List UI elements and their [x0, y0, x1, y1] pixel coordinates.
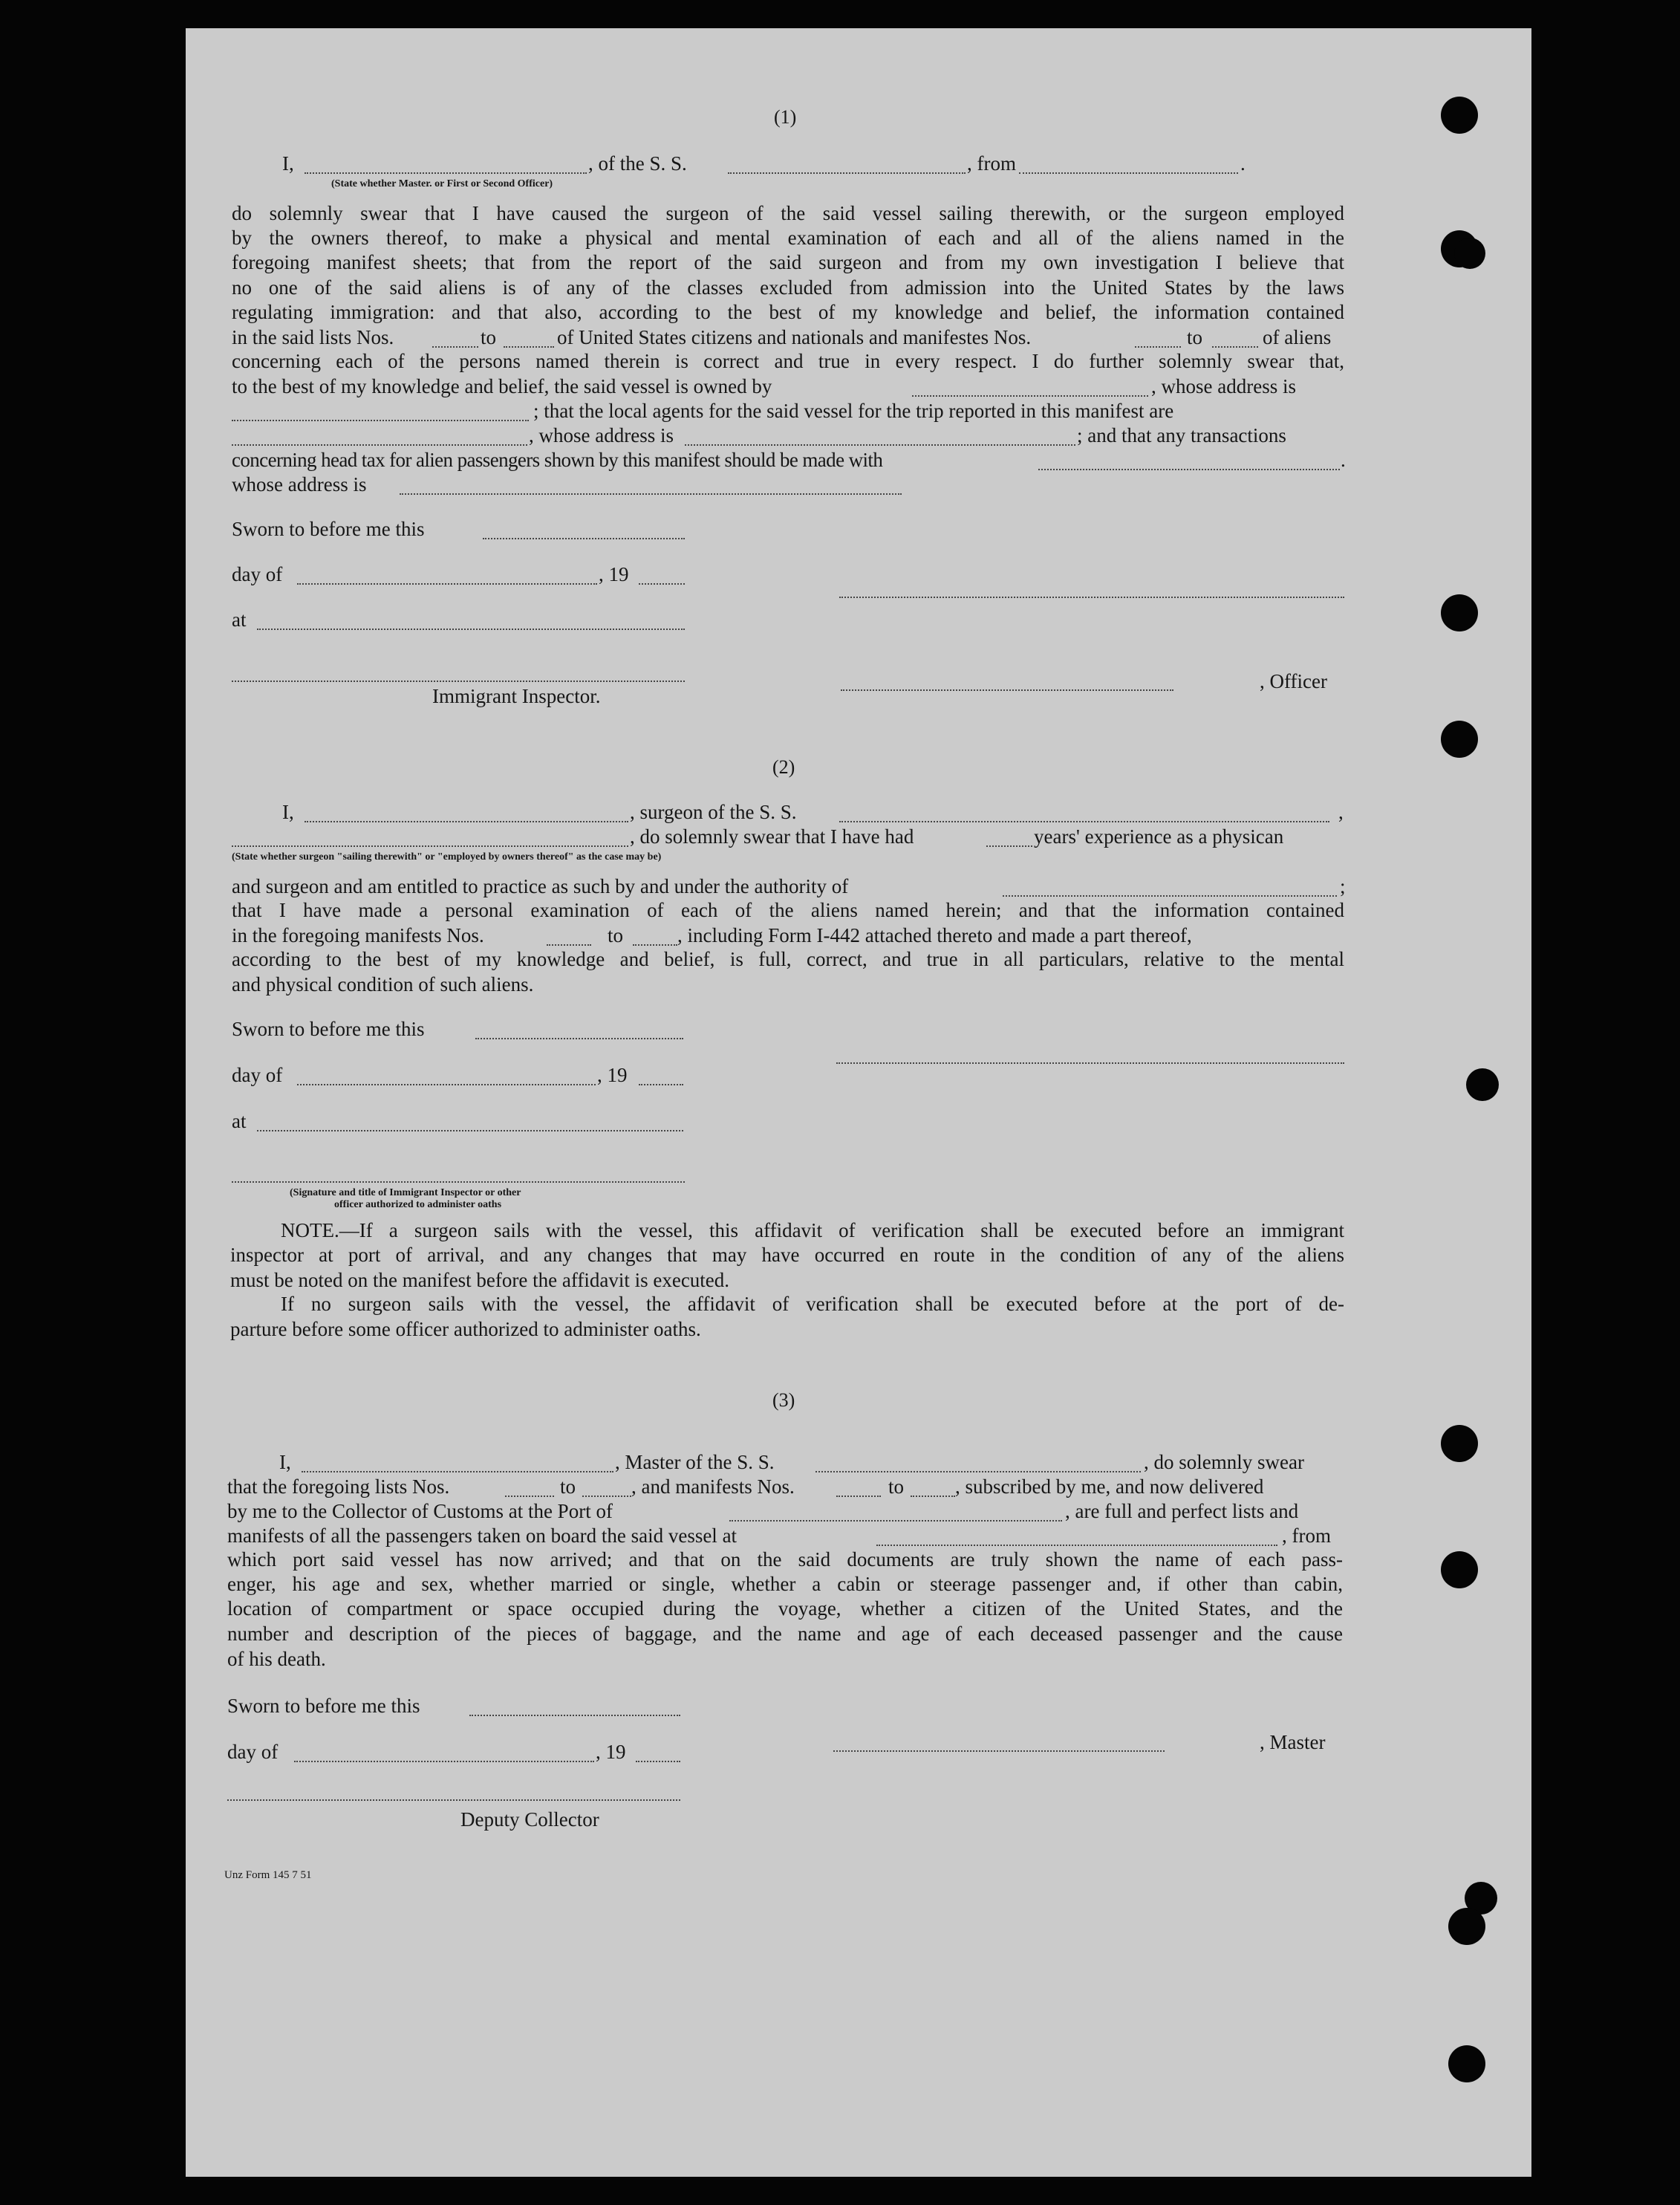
list-from-line — [505, 1496, 554, 1497]
text: must be noted on the manifest before the affidavit is executed. — [230, 1269, 730, 1291]
note-paragraph — [230, 1218, 1344, 1267]
from-line — [1019, 172, 1238, 174]
punch-hole — [1441, 1551, 1478, 1588]
sworn-date-line — [483, 538, 685, 539]
manifest-from-line — [547, 944, 591, 946]
text: , do solemnly swear — [1144, 1451, 1304, 1473]
manifest-to-line — [1212, 346, 1258, 348]
text: to — [1187, 326, 1203, 348]
text: in the foregoing manifests Nos. — [232, 924, 484, 946]
text-line: regulating immigration: and that also, according to the best of my knowledge and belief, the information contained — [232, 300, 1344, 323]
day-of-line — [294, 1761, 594, 1762]
at-line — [257, 1130, 683, 1131]
sworn-date-line — [469, 1715, 680, 1716]
head-tax-line — [1038, 469, 1340, 470]
year-line — [639, 1084, 683, 1085]
text: Deputy Collector — [460, 1808, 599, 1831]
text: to — [888, 1475, 905, 1498]
manifest-to-line — [911, 1496, 955, 1497]
text: to — [608, 924, 624, 946]
text: Immigrant Inspector. — [432, 685, 601, 707]
agents-address-line — [685, 444, 1075, 446]
agents-line — [232, 444, 527, 446]
form-page — [186, 28, 1531, 2177]
year-line — [636, 1761, 680, 1762]
text: by me to the Collector of Customs at the Port of — [227, 1500, 613, 1522]
manifest-to-line — [633, 944, 677, 946]
surgeon-name-line — [305, 821, 628, 822]
text-line: number and description of the pieces of baggage, and the name and age of each deceased passenger and the cause — [227, 1622, 1343, 1645]
owner-line — [912, 395, 1148, 397]
text: , Master — [1260, 1731, 1326, 1753]
text: and surgeon and am entitled to practice as such by and under the authority of — [232, 875, 849, 897]
text: Sworn to before me this — [232, 518, 425, 540]
manifest-from-line — [1135, 346, 1181, 348]
text: , of the S. S. — [588, 152, 687, 175]
text-line: which port said vessel has now arrived; and that on the said documents are truly shown the name of each pass- — [227, 1548, 1343, 1571]
punch-hole — [1441, 97, 1478, 134]
list-to-line — [582, 1496, 631, 1497]
text: to — [481, 326, 497, 348]
text: whose address is — [232, 473, 367, 496]
text: of aliens — [1263, 326, 1332, 348]
text: to — [560, 1475, 576, 1498]
text-line: do solemnly swear that I have caused the surgeon of the said vessel sailing therewith, or the surgeon employed — [232, 202, 1344, 224]
text: , from — [967, 152, 1016, 175]
punch-hole — [1441, 1425, 1478, 1462]
master-signature-line — [833, 1750, 1165, 1752]
text: , 19 — [599, 563, 629, 585]
caption: (State whether surgeon "sailing therewith" or "employed by owners thereof" as the case may be) — [232, 851, 662, 863]
caption: (Signature and title of Immigrant Inspector or other — [290, 1187, 521, 1198]
text: , surgeon of the S. S. — [630, 801, 797, 823]
punch-hole — [1466, 1068, 1499, 1101]
text: day of — [227, 1741, 279, 1763]
inspector-signature-line — [232, 681, 685, 682]
caption: (State whether Master. or First or Second Officer) — [331, 178, 553, 189]
surgeon-type-line — [232, 845, 628, 847]
text: , Master of the S. S. — [615, 1451, 775, 1473]
text: , are full and perfect lists and — [1065, 1500, 1299, 1522]
text: . — [1240, 152, 1246, 175]
master-name-line — [302, 1471, 613, 1472]
text: , and manifests Nos. — [631, 1475, 795, 1498]
inspector-signature-line — [232, 1181, 685, 1183]
text: that the foregoing lists Nos. — [227, 1475, 450, 1498]
punch-hole — [1441, 721, 1478, 758]
note-paragraph — [230, 1292, 1344, 1316]
text: , 19 — [596, 1741, 626, 1763]
punch-hole — [1448, 2045, 1485, 2082]
day-of-line — [297, 583, 597, 585]
day-of-line — [297, 1084, 596, 1085]
oath-paragraph — [227, 1548, 1343, 1646]
port-line — [729, 1520, 1062, 1522]
text: day of — [232, 1064, 283, 1086]
text: parture before some officer authorized to administer oaths. — [230, 1318, 701, 1340]
text: ; and that any transactions — [1077, 424, 1286, 446]
text: of United States citizens and nationals and manifestes Nos. — [557, 326, 1032, 348]
text: in the said lists Nos. — [232, 326, 394, 348]
text: ; — [1340, 875, 1346, 897]
punch-hole — [1441, 594, 1478, 631]
oath-paragraph — [232, 349, 1344, 374]
section-number: (1) — [774, 106, 797, 128]
text: , Officer — [1260, 670, 1327, 692]
text-line: no one of the said aliens is of any of the classes excluded from admission into the United States by the laws — [232, 276, 1344, 299]
text: , whose address is — [529, 424, 674, 446]
text: to the best of my knowledge and belief, the said vessel is owned by — [232, 375, 772, 397]
text-line: that I have made a personal examination of each of the aliens named herein; and that the information contained — [232, 899, 1344, 921]
sworn-date-line — [475, 1038, 683, 1039]
text: , — [1338, 801, 1344, 823]
text-line: inspector at port of arrival, and any changes that may have occurred en route in the condition of any of the aliens — [230, 1244, 1344, 1267]
text: , whose address is — [1151, 375, 1296, 397]
vessel-name-line — [815, 1471, 1141, 1472]
text: of his death. — [227, 1648, 326, 1670]
head-tax-address-line — [400, 493, 902, 495]
owner-address-line — [232, 420, 529, 421]
text: years' experience as a physican — [1034, 825, 1284, 848]
text-line: enger, his age and sex, whether married or single, whether a cabin or steerage passenger and, if other than cabin, — [227, 1573, 1343, 1596]
manifest-from-line — [836, 1496, 881, 1497]
years-line — [986, 845, 1032, 847]
text: ; that the local agents for the said vessel for the trip reported in this manifest are — [533, 400, 1174, 422]
text: , including Form I-442 attached thereto and made a part thereof, — [677, 924, 1192, 946]
list-to-line — [504, 346, 554, 348]
text: , do solemnly swear that I have had — [630, 825, 914, 848]
signature-line — [836, 1062, 1344, 1064]
text: I, — [279, 1451, 291, 1473]
collector-signature-line — [227, 1799, 680, 1801]
oath-paragraph — [232, 947, 1344, 972]
punch-hole — [1448, 1908, 1485, 1945]
port-of-embarkation-line — [876, 1545, 1277, 1546]
year-line — [639, 583, 685, 585]
text: I, — [282, 152, 294, 175]
text: manifests of all the passengers taken on board the said vessel at — [227, 1524, 738, 1547]
text: and physical condition of such aliens. — [232, 973, 534, 996]
text: concerning head tax for alien passengers shown by this manifest should be made with — [232, 449, 883, 471]
text: at — [232, 608, 247, 631]
text: I, — [282, 801, 294, 823]
master-name-line — [305, 172, 587, 174]
text-line: according to the best of my knowledge and belief, is full, correct, and true in all particulars, relative to the mental — [232, 948, 1344, 970]
text-line: foregoing manifest sheets; that from the report of the said surgeon and from my own investigation I believe that — [232, 251, 1344, 274]
text: Sworn to before me this — [232, 1018, 425, 1040]
oath-paragraph — [232, 898, 1344, 923]
text-line: If no surgeon sails with the vessel, the affidavit of verification shall be executed before at the port of de- — [281, 1293, 1344, 1315]
text: . — [1341, 449, 1346, 471]
section-number: (3) — [772, 1389, 795, 1411]
text: , 19 — [597, 1064, 628, 1086]
text-line: by the owners thereof, to make a physical and mental examination of each and all of the aliens named in the — [232, 227, 1344, 250]
punch-hole — [1454, 238, 1485, 269]
section-number: (2) — [772, 756, 795, 778]
text-line: concerning each of the persons named therein is correct and true in every respect. I do further solemnly swear that, — [232, 350, 1344, 372]
list-from-line — [432, 346, 478, 348]
text: day of — [232, 563, 283, 585]
text-line: location of compartment or space occupied during the voyage, whether a citizen of the United States, and the — [227, 1597, 1343, 1620]
officer-signature-line — [841, 689, 1173, 691]
text: , from — [1282, 1524, 1331, 1547]
text: Sworn to before me this — [227, 1695, 420, 1717]
oath-paragraph — [232, 201, 1344, 325]
text: at — [232, 1110, 247, 1132]
caption: officer authorized to administer oaths — [334, 1199, 502, 1210]
text-line: NOTE.—If a surgeon sails with the vessel, this affidavit of verification shall be executed before an immigrant — [281, 1219, 1344, 1241]
vessel-name-line — [839, 821, 1329, 822]
signature-line — [839, 597, 1344, 598]
authority-line — [1003, 895, 1337, 897]
form-number: Unz Form 145 7 51 — [224, 1869, 312, 1881]
at-line — [257, 629, 685, 630]
vessel-name-line — [728, 172, 966, 174]
text: , subscribed by me, and now delivered — [955, 1475, 1264, 1498]
